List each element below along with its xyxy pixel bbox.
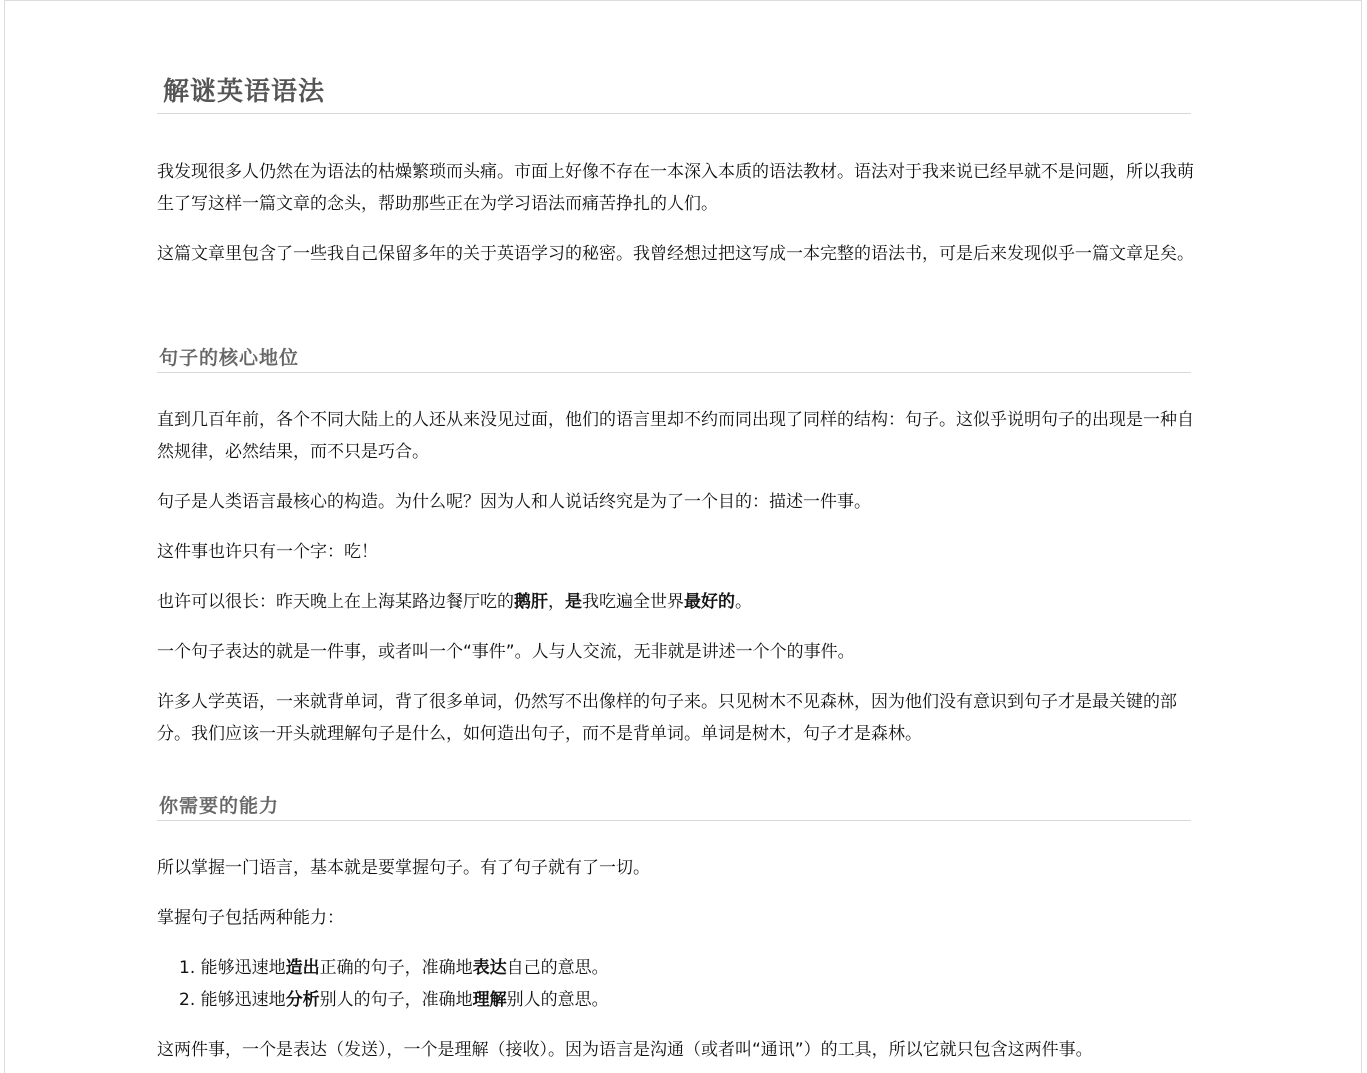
- text-run: 别人的意思。: [506, 990, 609, 1010]
- bold-run: 鹅肝: [514, 592, 548, 612]
- list-item: [157, 984, 1205, 1016]
- section1-paragraph-5: 一个句子表达的就是一件事，或者叫一个“事件”。人与人交流，无非就是讲述一个个的事件。: [157, 642, 855, 662]
- section1-paragraph-6: 许多人学英语，一来就背单词，背了很多单词，仍然写不出像样的句子来。只见树木不见森林，因为他们没有意识到句子才是最关键的部分。我们应该一开头就理解句子是什么，如何造出句子，而不是背单词。单词是树木，句子才是森林。: [157, 692, 1177, 744]
- bold-run: 表达: [472, 958, 507, 978]
- section1-paragraph-1: 直到几百年前，各个不同大陆上的人还从来没见过面，他们的语言里却不约而同出现了同样的结构：句子。这似乎说明句子的出现是一种自然规律，必然结果，而不只是巧合。: [157, 410, 1194, 462]
- intro-paragraph-2: 这篇文章里包含了一些我自己保留多年的关于英语学习的秘密。我曾经想过把这写成一本完整的语法书，可是后来发现似乎一篇文章足矣。: [157, 244, 1194, 264]
- section1-paragraph-3: 这件事也许只有一个字：吃！: [157, 542, 378, 562]
- section2-paragraph-1: 所以掌握一门语言，基本就是要掌握句子。有了句子就有了一切。: [157, 858, 650, 878]
- bold-run: 理解: [472, 990, 507, 1010]
- text-run: 也许可以很长：昨天晚上在上海某路边餐厅吃的: [157, 592, 514, 612]
- page: [4, 0, 1362, 1073]
- list-number: 1.: [179, 958, 196, 978]
- section1-paragraph-2: 句子是人类语言最核心的构造。为什么呢？因为人和人说话终究是为了一个目的：描述一件事。: [157, 492, 871, 512]
- text-run: ，: [548, 592, 565, 612]
- ability-list: [157, 952, 1205, 1016]
- section1-paragraph-4: [157, 586, 1205, 618]
- section2-paragraph-3: 这两件事，一个是表达（发送），一个是理解（接收）。因为语言是沟通（或者叫“通讯”）的工具，所以它就只包含这两件事。: [157, 1040, 1093, 1060]
- text-run: 别人的句子，准确地: [319, 990, 473, 1010]
- list-item: [157, 952, 1205, 984]
- list-number: 2.: [179, 990, 196, 1010]
- title-divider: [157, 113, 1191, 114]
- bold-run: 造出: [285, 958, 320, 978]
- text-run: 能够迅速地: [200, 958, 286, 978]
- text-run: 能够迅速地: [200, 990, 286, 1010]
- section-heading-ability: 你需要的能力: [159, 795, 280, 817]
- page-title: 解谜英语语法: [163, 77, 326, 107]
- text-run: 。: [735, 592, 752, 612]
- text-run: 正确的句子，准确地: [319, 958, 473, 978]
- section-divider-ability: [157, 820, 1191, 821]
- bold-run: 是: [565, 592, 582, 612]
- section-heading-core: 句子的核心地位: [159, 347, 300, 369]
- section2-paragraph-2: 掌握句子包括两种能力：: [157, 908, 344, 928]
- text-run: 我吃遍全世界: [582, 592, 684, 612]
- bold-run: 分析: [285, 990, 320, 1010]
- bold-run: 最好的: [684, 592, 735, 612]
- intro-paragraph-1: 我发现很多人仍然在为语法的枯燥繁琐而头痛。市面上好像不存在一本深入本质的语法教材。语法对于我来说已经早就不是问题，所以我萌生了写这样一篇文章的念头，帮助那些正在为学习语法而痛苦挣扎的人们。: [157, 162, 1194, 214]
- section-divider-core: [157, 372, 1191, 373]
- text-run: 自己的意思。: [506, 958, 609, 978]
